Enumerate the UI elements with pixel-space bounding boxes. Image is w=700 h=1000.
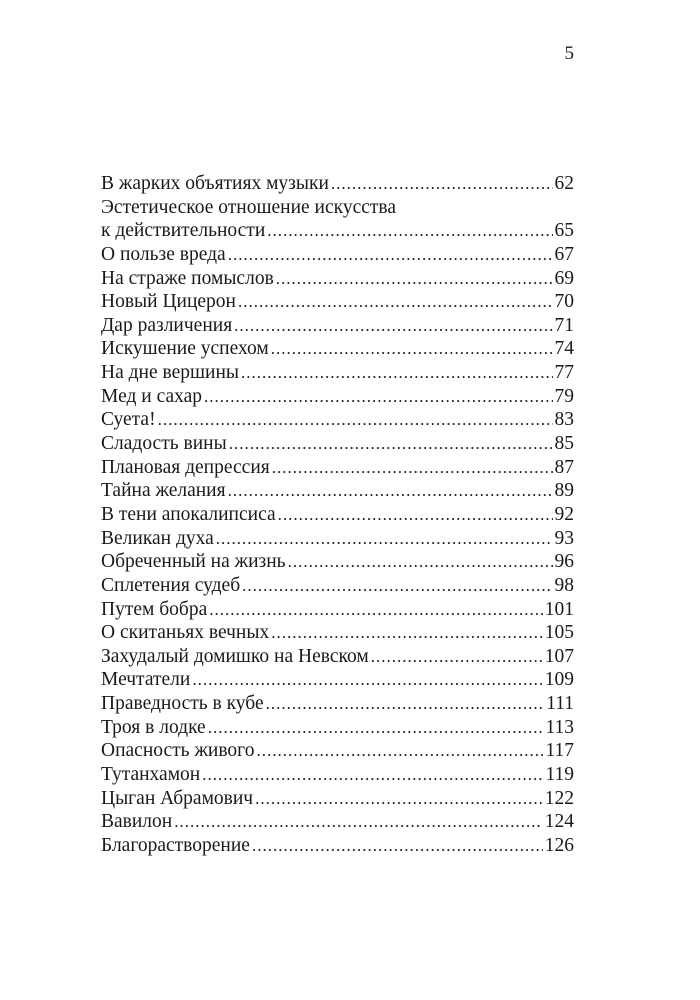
- toc-entry-page: 69: [554, 267, 574, 289]
- toc-entry-page: 96: [554, 551, 574, 573]
- dot-leader: [228, 479, 553, 503]
- toc-entry: [101, 763, 574, 787]
- dot-leader: [371, 645, 543, 669]
- toc-entry-title-line: Эстетическое отношение искусства: [101, 196, 397, 218]
- toc-entry-title: Вавилон: [101, 811, 173, 833]
- toc-entry: [101, 337, 574, 361]
- toc-entry-title: Тайна желания: [101, 480, 226, 502]
- toc-entry-page: 92: [554, 503, 574, 525]
- dot-leader: [204, 385, 552, 409]
- toc-entry-title: Тутанхамон: [101, 764, 201, 786]
- dot-leader: [267, 219, 552, 243]
- toc-entry-title: Искушение успехом: [101, 338, 269, 360]
- toc-entry: [101, 787, 574, 811]
- table-of-contents: [101, 172, 574, 858]
- dot-leader: [208, 716, 544, 740]
- toc-entry-title: В тени апокалипсиса: [101, 503, 276, 525]
- toc-entry-page: 67: [554, 243, 574, 265]
- toc-entry: [101, 668, 574, 692]
- dot-leader: [228, 243, 553, 267]
- toc-entry: [101, 267, 574, 291]
- dot-leader: [276, 267, 553, 291]
- toc-entry: [101, 527, 574, 551]
- toc-entry-title: Праведность в кубе: [101, 693, 264, 715]
- toc-entry-page: 83: [554, 409, 574, 431]
- dot-leader: [252, 834, 543, 858]
- toc-entry-title: Опасность живого: [101, 740, 255, 762]
- dot-leader: [209, 598, 543, 622]
- dot-leader: [271, 621, 543, 645]
- dot-leader: [266, 692, 545, 716]
- toc-entry-title: На страже помыслов: [101, 267, 274, 289]
- dot-leader: [271, 337, 553, 361]
- toc-entry-title: Новый Цицерон: [101, 291, 236, 313]
- toc-entry: [101, 574, 574, 598]
- toc-entry-page: 79: [554, 385, 574, 407]
- toc-entry-page: 65: [554, 220, 574, 242]
- toc-entry-page: 98: [554, 574, 574, 596]
- toc-entry-page: 105: [544, 622, 574, 644]
- toc-entry-page: 89: [554, 480, 574, 502]
- toc-entry: [101, 361, 574, 385]
- toc-entry-title: Благорастворение: [101, 834, 250, 856]
- toc-entry: [101, 456, 574, 480]
- dot-leader: [158, 408, 553, 432]
- toc-entry: [101, 314, 574, 338]
- toc-entry-page: 126: [544, 834, 574, 856]
- toc-entry-page: 107: [544, 645, 574, 667]
- dot-leader: [174, 810, 543, 834]
- toc-entry: [101, 645, 574, 669]
- toc-entry-page: 113: [545, 716, 574, 738]
- toc-entry: [101, 834, 574, 858]
- toc-entry: [101, 692, 574, 716]
- dot-leader: [288, 550, 553, 574]
- page-number: 5: [564, 43, 574, 64]
- toc-entry-page: 124: [544, 811, 574, 833]
- toc-entry-title: На дне вершины: [101, 362, 239, 384]
- toc-entry-page: 117: [545, 740, 574, 762]
- dot-leader: [238, 290, 553, 314]
- toc-entry: [101, 810, 574, 834]
- toc-entry: [101, 479, 574, 503]
- toc-entry: [101, 432, 574, 456]
- toc-entry-page: 71: [554, 314, 574, 336]
- toc-entry-title: к действительности: [101, 220, 266, 242]
- toc-entry-page: 70: [554, 291, 574, 313]
- toc-entry-page: 119: [545, 764, 574, 786]
- toc-entry: [101, 716, 574, 740]
- dot-leader: [216, 527, 553, 551]
- toc-entry-title: Мед и сахар: [101, 385, 203, 407]
- toc-entry-title: Мечтатели: [101, 669, 191, 691]
- toc-entry: [101, 219, 574, 243]
- dot-leader: [241, 361, 553, 385]
- dot-leader: [255, 787, 543, 811]
- toc-entry-page: 62: [554, 173, 574, 194]
- toc-entry-title: Захудалый домишко на Невском: [101, 645, 369, 667]
- toc-entry-title: Сплетения судеб: [101, 574, 241, 596]
- toc-entry-page: 93: [554, 527, 574, 549]
- toc-entry-title: Плановая депрессия: [101, 456, 270, 478]
- toc-entry-page: 87: [554, 456, 574, 478]
- toc-entry: [101, 385, 574, 409]
- toc-entry-page: 111: [546, 693, 574, 715]
- toc-entry-title: Цыган Абрамович: [101, 787, 254, 809]
- toc-entry-title: Дар различения: [101, 314, 233, 336]
- toc-entry: [101, 243, 574, 267]
- dot-leader: [256, 739, 543, 763]
- toc-entry: [101, 172, 574, 196]
- toc-entry-page: 77: [554, 362, 574, 384]
- toc-entry-title: Сладость вины: [101, 433, 227, 455]
- toc-entry-page: 101: [544, 598, 574, 620]
- dot-leader: [229, 432, 553, 456]
- toc-entry: [101, 550, 574, 574]
- toc-entry: [101, 739, 574, 763]
- dot-leader: [272, 456, 553, 480]
- dot-leader: [242, 574, 552, 598]
- toc-entry-page: 74: [554, 338, 574, 360]
- dot-leader: [202, 763, 543, 787]
- toc-entry-title: В жарких объятиях музыки: [101, 173, 329, 194]
- toc-entry-title: Суета!: [101, 409, 156, 431]
- toc-entry-page: 109: [544, 669, 574, 691]
- dot-leader: [192, 668, 542, 692]
- toc-entry-page: 122: [544, 787, 574, 809]
- toc-entry: [101, 408, 574, 432]
- toc-entry-page: 85: [554, 433, 574, 455]
- toc-entry-title: Великан духа: [101, 527, 214, 549]
- dot-leader: [234, 314, 552, 338]
- toc-entry-title: Обреченный на жизнь: [101, 551, 286, 573]
- toc-entry-title: Путем бобра: [101, 598, 208, 620]
- toc-entry: [101, 621, 574, 645]
- toc-entry-title: О скитаньях вечных: [101, 622, 270, 644]
- dot-leader: [278, 503, 553, 527]
- toc-entry: [101, 290, 574, 314]
- toc-entry-title: О пользе вреда: [101, 243, 226, 265]
- toc-entry-title: Троя в лодке: [101, 716, 206, 738]
- dot-leader: [331, 172, 553, 196]
- toc-entry: [101, 503, 574, 527]
- toc-entry: [101, 598, 574, 622]
